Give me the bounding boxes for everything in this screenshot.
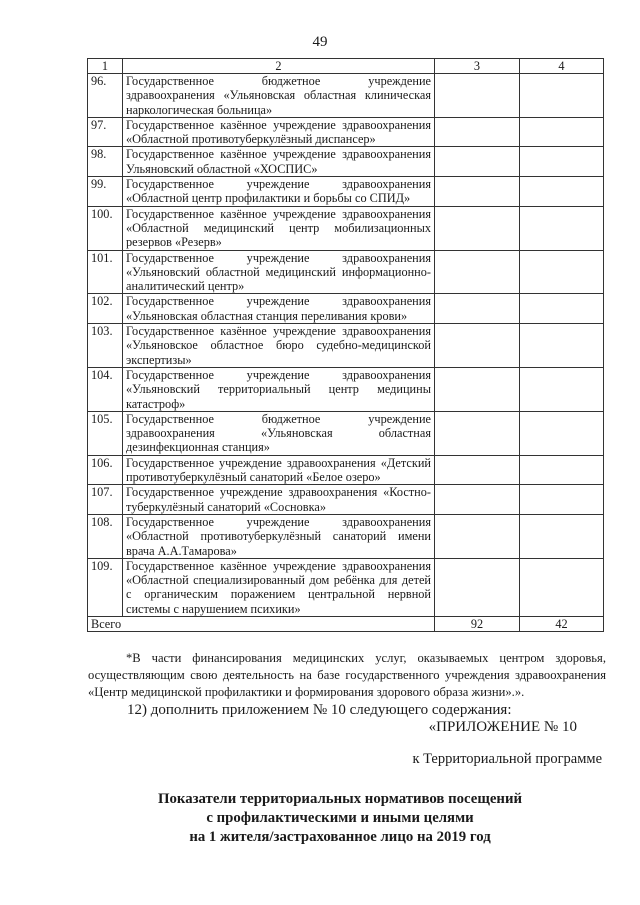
title-line-2: с профилактическими и иными целями <box>206 810 474 826</box>
institution-name: Государственное казённое учреждение здравоохранения «Областной специализированный дом ребёнка для детей с органическим поражением центральной нервной системы с нарушением психики» <box>123 558 435 616</box>
row-col-4 <box>520 514 604 558</box>
institutions-table <box>87 58 604 632</box>
title-line-3: на 1 жителя/застрахованное лицо на 2019 год <box>189 829 491 845</box>
institution-name: Государственное бюджетное учреждение здравоохранения «Ульяновская областная дезинфекционная станция» <box>123 411 435 455</box>
institution-name: Государственное бюджетное учреждение здравоохранения «Ульяновская областная клиническая наркологическая больница» <box>123 74 435 118</box>
table-row <box>88 324 604 368</box>
row-col-3 <box>435 324 520 368</box>
table-row <box>88 117 604 147</box>
row-col-4 <box>520 455 604 485</box>
row-col-4 <box>520 117 604 147</box>
row-col-3 <box>435 74 520 118</box>
institution-name: Государственное учреждение здравоохранения «Ульяновский территориальный центр медицины катастроф» <box>123 367 435 411</box>
institution-name: Государственное казённое учреждение здравоохранения «Областной медицинский центр мобилизационных резервов «Резерв» <box>123 206 435 250</box>
institution-name: Государственное учреждение здравоохранения «Областной центр профилактики и борьбы со СПИД» <box>123 177 435 207</box>
row-col-3 <box>435 294 520 324</box>
table-row <box>88 455 604 485</box>
table-header-row <box>88 59 604 74</box>
row-number: 108. <box>88 514 123 558</box>
total-col-3: 92 <box>435 616 520 631</box>
table-row <box>88 367 604 411</box>
table-row <box>88 411 604 455</box>
row-number: 96. <box>88 74 123 118</box>
row-col-3 <box>435 147 520 177</box>
row-col-3 <box>435 485 520 515</box>
table-row <box>88 74 604 118</box>
institution-name: Государственное казённое учреждение здравоохранения «Областной противотуберкулёзный диспансер» <box>123 117 435 147</box>
row-number: 105. <box>88 411 123 455</box>
row-number: 97. <box>88 117 123 147</box>
row-col-3 <box>435 206 520 250</box>
row-col-3 <box>435 367 520 411</box>
table-row <box>88 147 604 177</box>
row-col-3 <box>435 455 520 485</box>
row-number: 109. <box>88 558 123 616</box>
row-col-4 <box>520 206 604 250</box>
row-col-3 <box>435 117 520 147</box>
row-col-3 <box>435 250 520 294</box>
header-col-1: 1 <box>88 59 123 74</box>
table-row <box>88 514 604 558</box>
row-number: 98. <box>88 147 123 177</box>
table-row <box>88 250 604 294</box>
amendment-item: 12) дополнить приложением № 10 следующего содержания: <box>127 702 512 718</box>
row-col-4 <box>520 485 604 515</box>
table-row <box>88 558 604 616</box>
table-row <box>88 177 604 207</box>
title-line-1: Показатели территориальных нормативов посещений <box>157 791 522 807</box>
footnote: *В части финансирования медицинских услуг, оказываемых центром здоровья, осуществляющим свою деятельность на базе государственного учреждения здравоохранения «Центр медицинской профилактики и формирования здорового образа жизни».». <box>88 651 606 699</box>
row-col-4 <box>520 411 604 455</box>
row-number: 103. <box>88 324 123 368</box>
institution-name: Государственное учреждение здравоохранения «Костно-туберкулёзный санаторий «Сосновка» <box>123 485 435 515</box>
page-number: 49 <box>312 34 328 50</box>
total-label: Всего <box>88 616 435 631</box>
table-total-row <box>88 616 604 631</box>
institution-name: Государственное казённое учреждение здравоохранения Ульяновский областной «ХОСПИС» <box>123 147 435 177</box>
appendix-heading: «ПРИЛОЖЕНИЕ № 10 <box>428 719 577 735</box>
institution-name: Государственное учреждение здравоохранения «Областной противотуберкулёзный санаторий имени врача А.А.Тамарова» <box>123 514 435 558</box>
table-body <box>88 74 604 617</box>
institution-name: Государственное учреждение здравоохранения «Ульяновская областная станция переливания крови» <box>123 294 435 324</box>
row-number: 99. <box>88 177 123 207</box>
institution-name: Государственное учреждение здравоохранения «Детский противотуберкулёзный санаторий «Белое озеро» <box>123 455 435 485</box>
table-row <box>88 206 604 250</box>
row-col-3 <box>435 514 520 558</box>
row-number: 107. <box>88 485 123 515</box>
row-number: 102. <box>88 294 123 324</box>
row-number: 101. <box>88 250 123 294</box>
header-col-2: 2 <box>123 59 435 74</box>
total-col-4: 42 <box>520 616 604 631</box>
institution-name: Государственное казённое учреждение здравоохранения «Ульяновское областное бюро судебно-медицинской экспертизы» <box>123 324 435 368</box>
row-col-3 <box>435 411 520 455</box>
appendix-reference: к Территориальной программе <box>412 751 602 767</box>
row-number: 106. <box>88 455 123 485</box>
row-col-4 <box>520 558 604 616</box>
row-col-4 <box>520 324 604 368</box>
row-col-4 <box>520 294 604 324</box>
table-row <box>88 485 604 515</box>
header-col-4: 4 <box>520 59 604 74</box>
row-number: 104. <box>88 367 123 411</box>
row-col-4 <box>520 74 604 118</box>
header-col-3: 3 <box>435 59 520 74</box>
institution-name: Государственное учреждение здравоохранения «Ульяновский областной медицинский информационно-аналитический центр» <box>123 250 435 294</box>
row-col-4 <box>520 367 604 411</box>
row-col-3 <box>435 177 520 207</box>
row-col-4 <box>520 250 604 294</box>
table-row <box>88 294 604 324</box>
row-col-4 <box>520 177 604 207</box>
row-col-4 <box>520 147 604 177</box>
document-title <box>0 790 640 847</box>
row-col-3 <box>435 558 520 616</box>
row-number: 100. <box>88 206 123 250</box>
